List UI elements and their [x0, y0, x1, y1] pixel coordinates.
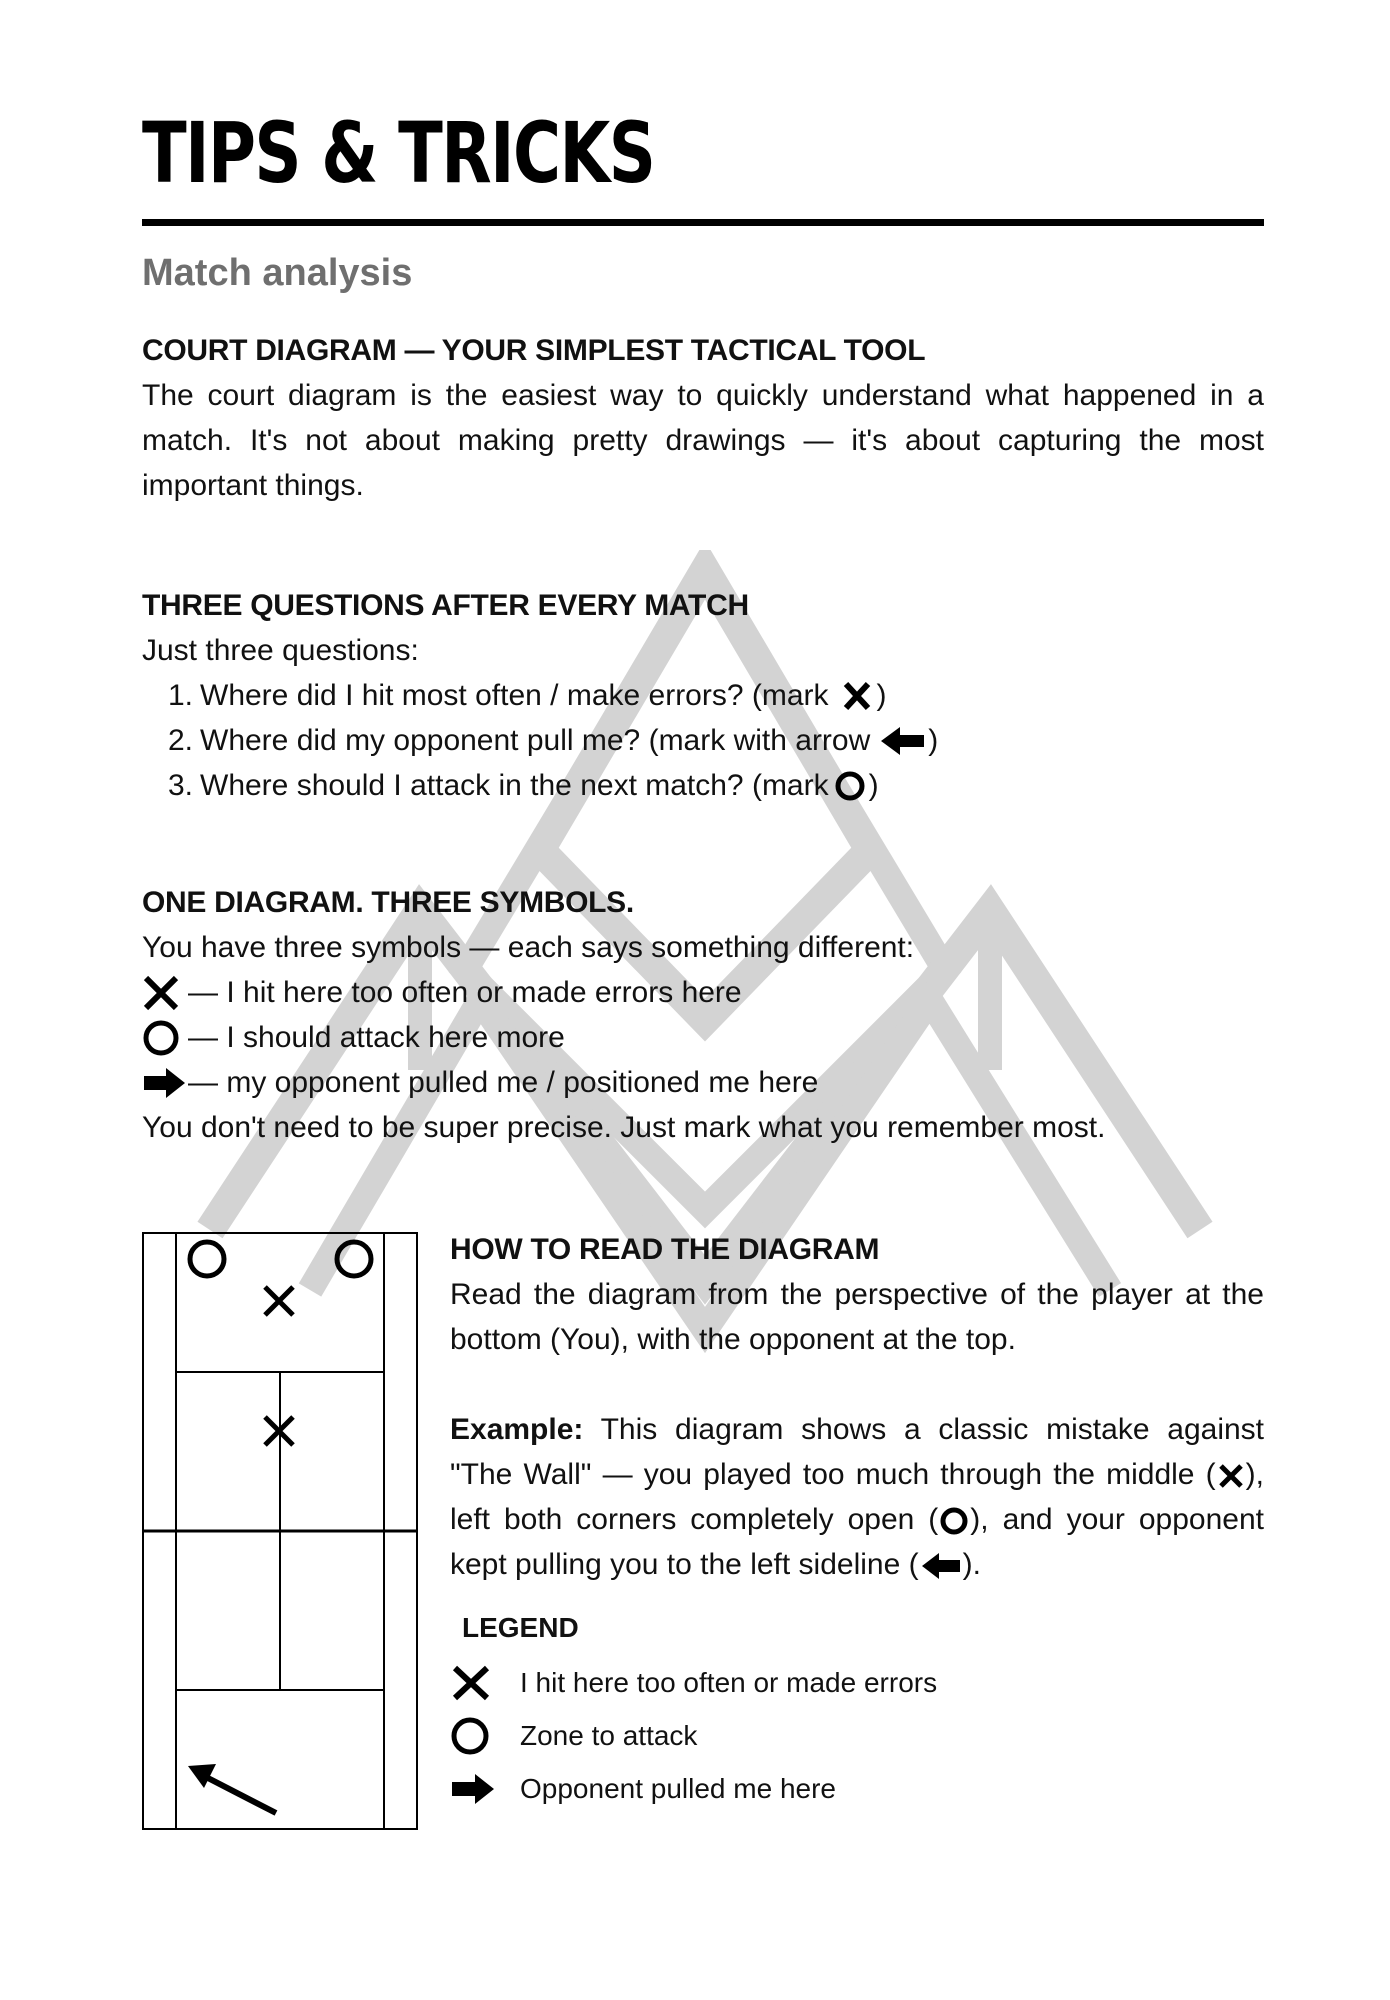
x-icon	[265, 1287, 293, 1315]
symbol-row: — my opponent pulled me / positioned me here	[142, 1060, 1264, 1105]
section-outro: You don't need to be super precise. Just mark what you remember most.	[142, 1111, 1106, 1144]
diagram-explanation	[450, 1227, 1264, 1815]
circle-icon	[450, 1716, 492, 1756]
page-subtitle: Match analysis	[142, 252, 413, 294]
section-court-diagram	[142, 328, 1264, 508]
section-heading: HOW TO READ THE DIAGRAM	[450, 1233, 880, 1266]
section-heading: COURT DIAGRAM — YOUR SIMPLEST TACTICAL TOOL	[142, 334, 926, 367]
x-icon	[142, 974, 182, 1012]
section-heading: ONE DIAGRAM. THREE SYMBOLS.	[142, 886, 634, 919]
arrow-icon	[188, 1764, 276, 1813]
section-intro: You have three symbols — each says something different:	[142, 931, 915, 964]
symbol-row: — I hit here too often or made errors here	[142, 970, 1264, 1015]
questions-list	[142, 673, 1264, 808]
section-body: The court diagram is the easiest way to quickly understand what happened in a match. It's not about making pretty drawings — it's about capturing the most important things.	[142, 379, 1264, 502]
circle-icon	[831, 769, 869, 803]
arrow-right-icon	[450, 1769, 496, 1809]
circle-icon	[142, 1019, 182, 1057]
arrow-right-icon	[142, 1064, 188, 1102]
x-icon	[837, 679, 877, 713]
list-item: 3. Where should I attack in the next match? (mark )	[168, 769, 879, 802]
legend-title: LEGEND	[462, 1612, 579, 1643]
circle-icon	[190, 1242, 224, 1276]
example-paragraph: Example: This diagram shows a classic mistake against "The Wall" — you played too much through the middle ( ), left both corners completely open ( ), and your opponent kept pulling you to the left sideline ( ).	[450, 1413, 1264, 1581]
section-body: Read the diagram from the perspective of the player at the bottom (You), with the opponent at the top.	[450, 1278, 1264, 1356]
legend-item: Zone to attack	[450, 1709, 1264, 1762]
circle-icon	[938, 1506, 970, 1536]
page-title: TIPS & TRICKS	[142, 104, 655, 202]
section-three-symbols	[142, 880, 1264, 1150]
title-divider	[142, 219, 1264, 226]
legend-item: Opponent pulled me here	[450, 1762, 1264, 1815]
list-item: 2. Where did my opponent pull me? (mark with arrow )	[168, 724, 939, 757]
list-item: 1. Where did I hit most often / make errors? (mark )	[168, 679, 887, 712]
x-icon	[450, 1663, 492, 1703]
court-diagram	[142, 1232, 418, 1830]
symbol-row: — I should attack here more	[142, 1015, 1264, 1060]
section-three-questions	[142, 583, 1264, 808]
x-icon	[1216, 1461, 1246, 1491]
circle-icon	[337, 1242, 371, 1276]
section-intro: Just three questions:	[142, 634, 419, 667]
legend-item: I hit here too often or made errors	[450, 1656, 1264, 1709]
section-heading: THREE QUESTIONS AFTER EVERY MATCH	[142, 589, 749, 622]
arrow-left-icon	[878, 724, 928, 758]
arrow-left-icon	[919, 1551, 963, 1581]
